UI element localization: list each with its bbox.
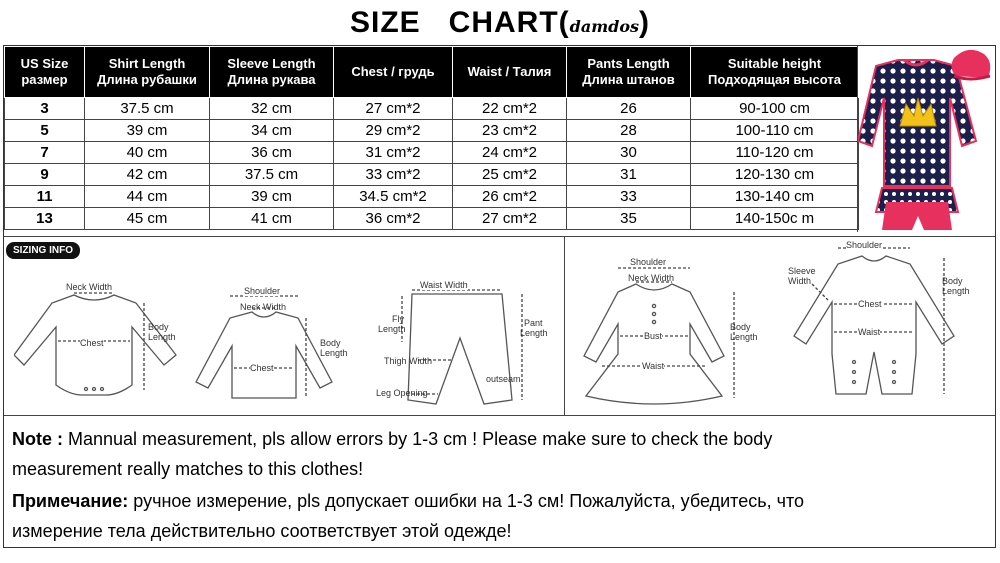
pants-outseam-label: outseam — [486, 374, 521, 384]
romper-body-label-b: Length — [942, 286, 970, 296]
table-cell: 33 — [567, 186, 691, 208]
romper-chest-label: Chest — [858, 299, 882, 309]
dress-body-label-b: Length — [730, 332, 758, 342]
pants-fly-label-a: Fly — [392, 314, 404, 324]
size-cell: 3 — [5, 98, 85, 120]
table-cell: 34 cm — [210, 120, 334, 142]
table-cell: 44 cm — [85, 186, 210, 208]
pants-thigh-label: Thigh Width — [384, 356, 433, 366]
header-pants-length: Pants Length Длина штанов — [567, 47, 691, 98]
tshirt-shoulder-label: Shoulder — [244, 286, 281, 296]
dress-shoulder-label: Shoulder — [630, 257, 667, 267]
pants-fly-label-b: Length — [378, 324, 406, 334]
romper-shoulder-label: Shoulder — [846, 240, 883, 250]
table-cell: 39 cm — [85, 120, 210, 142]
tshirt-chest-label: Chest — [250, 363, 274, 373]
tshirt-body-label-a: Body — [320, 338, 341, 348]
table-cell: 130-140 cm — [691, 186, 859, 208]
kids-swimsuit-image — [858, 46, 996, 232]
table-cell: 39 cm — [210, 186, 334, 208]
table-cell: 37.5 cm — [210, 164, 334, 186]
table-cell: 120-130 cm — [691, 164, 859, 186]
size-cell: 13 — [5, 208, 85, 230]
romper-sleeve-label-b: Width — [788, 276, 812, 286]
table-cell: 45 cm — [85, 208, 210, 230]
title-close: ) — [639, 6, 651, 39]
note-en-text: Mannual measurement, pls allow errors by 1-3 cm ! Please make sure to check the body — [63, 429, 773, 449]
bodysuit-body-label-a: Body — [148, 322, 169, 332]
table-cell: 40 cm — [85, 142, 210, 164]
table-cell: 31 — [567, 164, 691, 186]
size-table — [4, 46, 859, 230]
bodysuit-body-label-b: Length — [148, 332, 176, 342]
title-main: SIZE CHART( — [349, 6, 570, 39]
table-row — [5, 186, 859, 208]
tshirt-body-label-b: Length — [320, 348, 348, 358]
size-cell: 5 — [5, 120, 85, 142]
bodysuit-chest-label: Chest — [80, 338, 104, 348]
table-cell: 35 — [567, 208, 691, 230]
dress-neck-label: Neck Width — [628, 273, 675, 283]
note-en-line1 — [12, 428, 892, 450]
table-cell: 36 cm — [210, 142, 334, 164]
table-cell: 26 cm*2 — [453, 186, 567, 208]
table-cell: 110-120 cm — [691, 142, 859, 164]
table-cell: 25 cm*2 — [453, 164, 567, 186]
title-brand: damdos — [569, 17, 640, 36]
bodysuit-neck-label: Neck Width — [66, 282, 113, 292]
table-cell: 42 cm — [85, 164, 210, 186]
table-cell: 26 — [567, 98, 691, 120]
notes-section — [4, 415, 995, 548]
table-row — [5, 208, 859, 230]
table-row — [5, 142, 859, 164]
header-shirt-length: Shirt Length Длина рубашки — [85, 47, 210, 98]
size-cell: 7 — [5, 142, 85, 164]
romper-body-label-a: Body — [942, 276, 963, 286]
table-cell: 23 cm*2 — [453, 120, 567, 142]
table-row — [5, 120, 859, 142]
romper-waist-label: Waist — [858, 327, 881, 337]
size-cell: 11 — [5, 186, 85, 208]
table-cell: 90-100 cm — [691, 98, 859, 120]
note-ru-line1 — [12, 490, 892, 512]
page-title — [0, 6, 1000, 40]
table-cell: 31 cm*2 — [334, 142, 453, 164]
table-cell: 30 — [567, 142, 691, 164]
size-cell: 9 — [5, 164, 85, 186]
tshirt-neck-label: Neck Width — [240, 302, 287, 312]
sizing-info-badge: SIZING INFO — [6, 242, 80, 259]
note-ru-text: ручное измерение, pls допускает ошибки на 1-3 см! Пожалуйста, убедитесь, что — [128, 491, 805, 511]
dress-waist-label: Waist — [642, 361, 665, 371]
table-cell: 36 cm*2 — [334, 208, 453, 230]
header-chest: Chest / грудь — [334, 47, 453, 98]
header-us-size: US Size размер — [5, 47, 85, 98]
table-cell: 140-150c m — [691, 208, 859, 230]
header-suitable-height: Suitable height Подходящая высота — [691, 47, 859, 98]
romper-sleeve-label-a: Sleeve — [788, 266, 816, 276]
pants-leg-label: Leg Opening — [376, 388, 428, 398]
table-row — [5, 98, 859, 120]
table-cell: 41 cm — [210, 208, 334, 230]
table-cell: 37.5 cm — [85, 98, 210, 120]
note-ru-label: Примечание: — [12, 491, 129, 511]
table-cell: 32 cm — [210, 98, 334, 120]
pants-pant-label-b: Length — [520, 328, 548, 338]
table-cell: 28 — [567, 120, 691, 142]
note-en-line2: measurement really matches to this clothes! — [12, 459, 364, 479]
table-cell: 34.5 cm*2 — [334, 186, 453, 208]
table-cell: 29 cm*2 — [334, 120, 453, 142]
product-photo — [857, 46, 996, 232]
dress-body-label-a: Body — [730, 322, 751, 332]
pants-waist-label: Waist Width — [420, 280, 468, 290]
pants-pant-label-a: Pant — [524, 318, 543, 328]
table-cell: 24 cm*2 — [453, 142, 567, 164]
note-en-label: Note : — [12, 429, 63, 449]
table-row — [5, 164, 859, 186]
table-header-row — [5, 47, 859, 98]
header-sleeve-length: Sleeve Length Длина рукава — [210, 47, 334, 98]
table-cell: 33 cm*2 — [334, 164, 453, 186]
table-cell: 27 cm*2 — [453, 208, 567, 230]
table-cell: 100-110 cm — [691, 120, 859, 142]
header-waist: Waist / Талия — [453, 47, 567, 98]
note-ru-line2: измерение тела действительно соответствует этой одежде! — [12, 521, 512, 541]
table-cell: 22 cm*2 — [453, 98, 567, 120]
dress-bust-label: Bust — [644, 331, 663, 341]
table-cell: 27 cm*2 — [334, 98, 453, 120]
